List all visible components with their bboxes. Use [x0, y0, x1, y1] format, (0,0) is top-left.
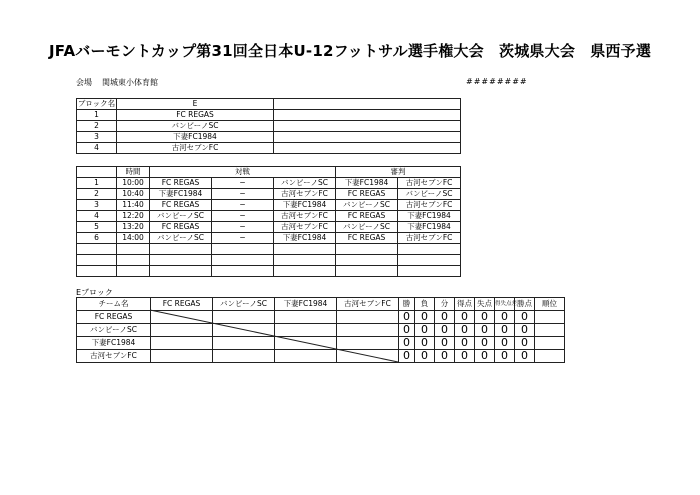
loss-value: 0 [415, 311, 435, 324]
win-value: 0 [399, 350, 415, 363]
match-time-cell: 10:00 [117, 178, 150, 189]
match-vs-cell [212, 266, 274, 277]
match-ref2-cell [398, 244, 461, 255]
match-ref1-cell: FC REGAS [336, 189, 398, 200]
match-ref1-cell: バンビーノSC [336, 200, 398, 211]
ga-value: 0 [475, 324, 495, 337]
rank-value [535, 324, 565, 337]
match-header: 対戦 [150, 167, 336, 178]
win-value: 0 [399, 324, 415, 337]
win-header: 勝 [399, 298, 415, 311]
team-name: FC REGAS [77, 311, 151, 324]
table-row [77, 189, 461, 200]
referee-header: 審判 [336, 167, 461, 178]
table-row [77, 132, 461, 143]
match-away-cell [274, 266, 336, 277]
venue-name: 関城東小体育館 [102, 78, 158, 87]
match-ref1-cell: FC REGAS [336, 211, 398, 222]
match-time-cell: 10:40 [117, 189, 150, 200]
match-table-header [77, 167, 461, 178]
row-number: 2 [77, 121, 117, 132]
time-header: 時間 [117, 167, 150, 178]
gf-value: 0 [455, 350, 475, 363]
table-row [77, 110, 461, 121]
pts-value: 0 [515, 324, 535, 337]
table-row [77, 211, 461, 222]
goals-against-header: 失点 [475, 298, 495, 311]
match-ref1-cell [336, 266, 398, 277]
match-home-cell: FC REGAS [150, 200, 212, 211]
match-vs-cell [212, 255, 274, 266]
rank-value [535, 311, 565, 324]
opponent-header: 古河セブンFC [337, 298, 399, 311]
match-home-cell [150, 255, 212, 266]
document-title: JFAバーモントカップ第31回全日本U-12フットサル選手権大会 茨城県大会 県西予選 [48, 42, 652, 60]
match-no-cell: 5 [77, 222, 117, 233]
gf-value: 0 [455, 324, 475, 337]
block-table-header [77, 99, 461, 110]
match-home-cell: FC REGAS [150, 178, 212, 189]
match-time-cell [117, 244, 150, 255]
match-no-cell: 2 [77, 189, 117, 200]
match-vs-cell: − [212, 200, 274, 211]
loss-value: 0 [415, 350, 435, 363]
match-time-cell [117, 266, 150, 277]
goal-diff-header: 得失点差 [495, 298, 515, 311]
match-away-cell: バンビーノSC [274, 178, 336, 189]
team-name: 古河セブンFC [117, 143, 274, 154]
opponent-header: 下妻FC1984 [275, 298, 337, 311]
team-name: 古河セブンFC [77, 350, 151, 363]
table-row [77, 266, 461, 277]
ga-value: 0 [475, 337, 495, 350]
match-no-cell [77, 266, 117, 277]
gf-value: 0 [455, 337, 475, 350]
gf-value: 0 [455, 311, 475, 324]
team-name: バンビーノSC [77, 324, 151, 337]
block-name: E [117, 99, 274, 110]
points-header: 勝点 [515, 298, 535, 311]
standings-label: Eブロック [76, 288, 113, 297]
opponent-header: バンビーノSC [213, 298, 275, 311]
team-name: バンビーノSC [117, 121, 274, 132]
match-vs-cell [212, 244, 274, 255]
match-away-cell: 古河セブンFC [274, 222, 336, 233]
table-row [77, 255, 461, 266]
draw-value: 0 [435, 337, 455, 350]
gd-value: 0 [495, 311, 515, 324]
pts-value: 0 [515, 337, 535, 350]
match-no-cell: 1 [77, 178, 117, 189]
row-number: 4 [77, 143, 117, 154]
match-ref2-cell: 古河セブンFC [398, 178, 461, 189]
match-away-cell [274, 255, 336, 266]
match-ref1-cell: 下妻FC1984 [336, 178, 398, 189]
match-time-cell [117, 255, 150, 266]
match-no-cell [77, 255, 117, 266]
row-number: 1 [77, 110, 117, 121]
table-row [77, 222, 461, 233]
loss-header: 負 [415, 298, 435, 311]
match-away-cell: 古河セブンFC [274, 211, 336, 222]
match-time-cell: 11:40 [117, 200, 150, 211]
gd-value: 0 [495, 324, 515, 337]
goals-for-header: 得点 [455, 298, 475, 311]
match-no-cell: 3 [77, 200, 117, 211]
rank-value [535, 337, 565, 350]
match-time-cell: 13:20 [117, 222, 150, 233]
team-name: 下妻FC1984 [117, 132, 274, 143]
loss-value: 0 [415, 337, 435, 350]
match-home-cell: バンビーノSC [150, 211, 212, 222]
block-label-header: ブロック名 [77, 99, 116, 108]
match-ref2-cell: バンビーノSC [398, 189, 461, 200]
match-away-cell: 下妻FC1984 [274, 233, 336, 244]
ga-value: 0 [475, 350, 495, 363]
gd-value: 0 [495, 337, 515, 350]
gd-value: 0 [495, 350, 515, 363]
pts-value: 0 [515, 350, 535, 363]
match-time-cell: 14:00 [117, 233, 150, 244]
standings-header [77, 298, 565, 311]
win-value: 0 [399, 337, 415, 350]
match-away-cell [274, 244, 336, 255]
match-ref1-cell [336, 255, 398, 266]
table-row [77, 121, 461, 132]
venue-line [76, 77, 168, 88]
match-ref1-cell: FC REGAS [336, 233, 398, 244]
match-vs-cell: − [212, 189, 274, 200]
table-row [77, 200, 461, 211]
row-number: 3 [77, 132, 117, 143]
match-home-cell [150, 266, 212, 277]
match-home-cell [150, 244, 212, 255]
ga-value: 0 [475, 311, 495, 324]
match-home-cell: バンビーノSC [150, 233, 212, 244]
match-no-cell: 4 [77, 211, 117, 222]
venue-label: 会場 [76, 78, 92, 87]
match-ref2-cell: 下妻FC1984 [398, 222, 461, 233]
match-ref2-cell: 古河セブンFC [398, 233, 461, 244]
match-ref1-cell: バンビーノSC [336, 222, 398, 233]
draw-value: 0 [435, 311, 455, 324]
match-ref2-cell [398, 255, 461, 266]
loss-value: 0 [415, 324, 435, 337]
date-placeholder: ######## [466, 77, 528, 86]
match-time-cell: 12:20 [117, 211, 150, 222]
team-name: FC REGAS [117, 110, 274, 121]
match-vs-cell: − [212, 211, 274, 222]
table-row [77, 244, 461, 255]
match-no-cell: 6 [77, 233, 117, 244]
match-ref1-cell [336, 244, 398, 255]
match-schedule-table [76, 166, 461, 277]
table-row [77, 233, 461, 244]
diagonal-lines [150, 310, 400, 362]
match-no-cell [77, 244, 117, 255]
team-name: 下妻FC1984 [77, 337, 151, 350]
match-ref2-cell: 下妻FC1984 [398, 211, 461, 222]
match-away-cell: 下妻FC1984 [274, 200, 336, 211]
match-vs-cell: − [212, 222, 274, 233]
team-header: チーム名 [77, 298, 151, 311]
opponent-header: FC REGAS [151, 298, 213, 311]
table-row [77, 178, 461, 189]
match-away-cell: 古河セブンFC [274, 189, 336, 200]
match-ref2-cell: 古河セブンFC [398, 200, 461, 211]
table-row [77, 143, 461, 154]
match-home-cell: 下妻FC1984 [150, 189, 212, 200]
draw-value: 0 [435, 324, 455, 337]
win-value: 0 [399, 311, 415, 324]
draw-header: 分 [435, 298, 455, 311]
rank-header: 順位 [535, 298, 565, 311]
rank-value [535, 350, 565, 363]
match-home-cell: FC REGAS [150, 222, 212, 233]
block-table [76, 98, 461, 154]
match-vs-cell: − [212, 233, 274, 244]
draw-value: 0 [435, 350, 455, 363]
match-vs-cell: − [212, 178, 274, 189]
pts-value: 0 [515, 311, 535, 324]
match-ref2-cell [398, 266, 461, 277]
